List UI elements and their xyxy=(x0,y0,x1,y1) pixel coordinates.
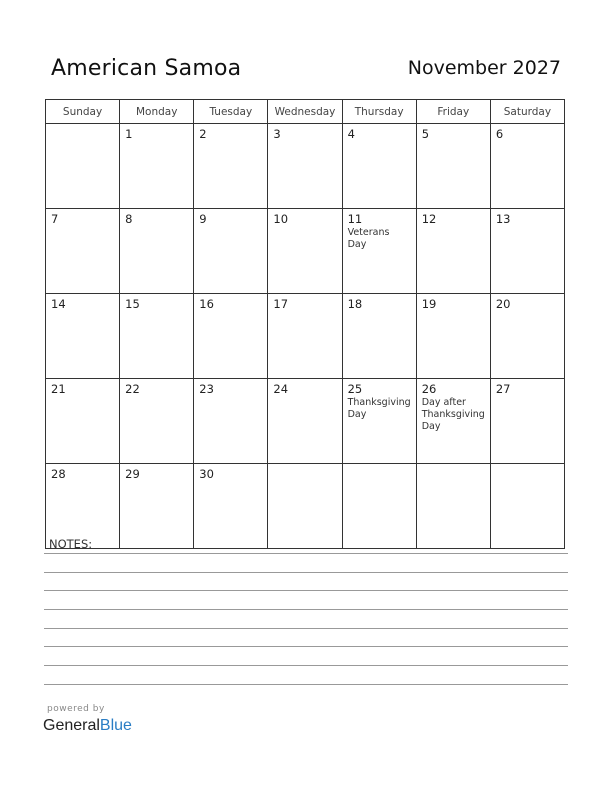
day-cell xyxy=(342,209,416,294)
day-number: 18 xyxy=(347,297,363,311)
day-cell xyxy=(268,464,342,549)
weekday-tuesday: Tuesday xyxy=(194,100,268,124)
day-cell xyxy=(268,124,342,209)
day-number: 3 xyxy=(273,127,281,141)
day-cell xyxy=(194,294,268,379)
week-row xyxy=(46,464,565,549)
day-cell xyxy=(46,124,120,209)
day-cell xyxy=(194,209,268,294)
day-cell xyxy=(268,209,342,294)
day-cell xyxy=(268,294,342,379)
day-cell xyxy=(120,464,194,549)
day-cell xyxy=(46,379,120,464)
day-number: 4 xyxy=(347,127,355,141)
day-cell xyxy=(342,464,416,549)
day-cell xyxy=(416,379,490,464)
powered-by-text: powered by xyxy=(47,704,105,714)
notes-label: NOTES: xyxy=(49,537,93,551)
day-cell xyxy=(194,379,268,464)
day-cell xyxy=(120,209,194,294)
day-number: 2 xyxy=(199,127,207,141)
day-number: 23 xyxy=(199,382,214,396)
notes-line xyxy=(44,572,568,573)
day-number: 1 xyxy=(125,127,133,141)
day-cell xyxy=(342,124,416,209)
notes-line xyxy=(44,684,568,685)
weekday-saturday: Saturday xyxy=(490,100,564,124)
day-cell xyxy=(490,124,564,209)
day-number: 7 xyxy=(51,212,59,226)
day-number: 11 xyxy=(347,212,363,226)
day-number: 26 xyxy=(421,382,437,396)
day-cell xyxy=(416,294,490,379)
holiday-label: Day after Thanksgiving Day xyxy=(421,397,485,432)
day-number: 20 xyxy=(495,297,511,311)
day-cell xyxy=(46,464,120,549)
day-cell xyxy=(46,209,120,294)
day-cell xyxy=(194,464,268,549)
day-cell xyxy=(490,379,564,464)
day-cell xyxy=(416,124,490,209)
week-row xyxy=(46,294,565,379)
day-cell xyxy=(416,209,490,294)
day-number: 19 xyxy=(421,297,437,311)
brand-general-text: General xyxy=(43,717,100,734)
day-number: 30 xyxy=(199,467,214,481)
day-number: 12 xyxy=(421,212,437,226)
day-number: 15 xyxy=(125,297,140,311)
notes-line xyxy=(44,609,568,610)
notes-line xyxy=(44,553,568,554)
day-number: 22 xyxy=(125,382,140,396)
day-cell xyxy=(490,464,564,549)
day-number: 8 xyxy=(125,212,133,226)
day-number: 27 xyxy=(495,382,511,396)
weekday-thursday: Thursday xyxy=(342,100,416,124)
day-number: 24 xyxy=(273,382,289,396)
month-year-title: November 2027 xyxy=(407,57,561,79)
week-row xyxy=(46,379,565,464)
notes-line xyxy=(44,590,568,591)
day-number: 17 xyxy=(273,297,289,311)
notes-line xyxy=(44,646,568,647)
day-number: 6 xyxy=(495,127,504,141)
calendar-grid xyxy=(45,99,565,549)
holiday-label: Veterans Day xyxy=(347,227,390,250)
day-number: 25 xyxy=(347,382,363,396)
weekday-wednesday: Wednesday xyxy=(268,100,342,124)
day-number: 9 xyxy=(199,212,207,226)
weekday-friday: Friday xyxy=(416,100,490,124)
holiday-label: Thanksgiving Day xyxy=(347,397,411,420)
day-cell xyxy=(120,124,194,209)
generalblue-logo[interactable] xyxy=(43,717,132,735)
weekday-sunday: Sunday xyxy=(46,100,120,124)
notes-line xyxy=(44,628,568,629)
brand-blue-text: Blue xyxy=(99,717,132,734)
country-title: American Samoa xyxy=(51,56,242,81)
day-cell xyxy=(342,379,416,464)
day-cell xyxy=(490,209,564,294)
day-cell xyxy=(490,294,564,379)
day-number: 10 xyxy=(273,212,289,226)
day-number: 13 xyxy=(495,212,511,226)
day-cell xyxy=(194,124,268,209)
weekday-header-row xyxy=(46,100,565,124)
day-number: 28 xyxy=(51,467,66,481)
weekday-monday: Monday xyxy=(120,100,194,124)
day-cell xyxy=(120,294,194,379)
day-cell xyxy=(120,379,194,464)
day-number: 5 xyxy=(421,127,430,141)
day-number: 21 xyxy=(51,382,66,396)
day-cell xyxy=(46,294,120,379)
day-cell xyxy=(342,294,416,379)
day-number: 16 xyxy=(199,297,214,311)
day-cell xyxy=(268,379,342,464)
week-row xyxy=(46,209,565,294)
day-number: 14 xyxy=(51,297,66,311)
notes-line xyxy=(44,665,568,666)
day-number: 29 xyxy=(125,467,140,481)
week-row xyxy=(46,124,565,209)
day-cell xyxy=(416,464,490,549)
